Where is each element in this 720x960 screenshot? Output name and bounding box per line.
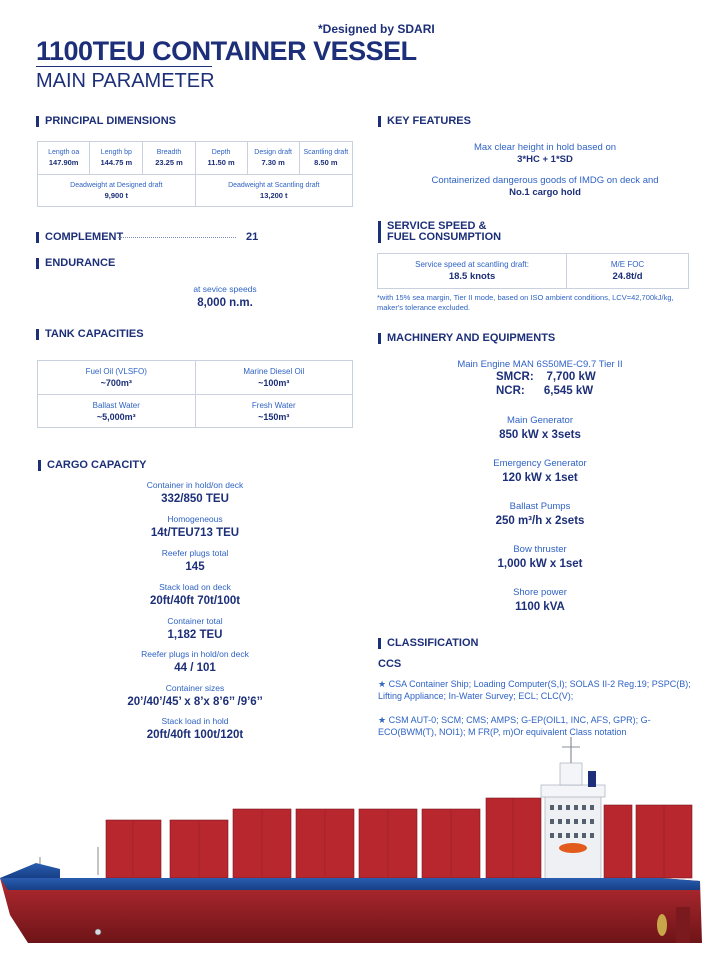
tank-cell: Fuel Oil (VLSFO) ~700m³ xyxy=(38,361,196,395)
container-stacks xyxy=(106,798,692,878)
page-title: 1100TEU CONTAINER VESSEL xyxy=(36,36,417,66)
vessel-illustration xyxy=(0,735,720,960)
title-divider xyxy=(36,66,212,67)
speed-note: *with 15% sea margin, Tier II mode, based on ISO ambient conditions, LCV=42,700kJ/kg, maker's tolerance excluded. xyxy=(377,293,674,312)
tank-cell: Fresh Water ~150m³ xyxy=(195,395,352,428)
smcr-value: SMCR: 7,700 kW xyxy=(496,371,596,383)
cargo-item: Reefer plugs in hold/on deck 44 / 101 xyxy=(141,649,249,674)
bow-thruster-marker xyxy=(95,929,101,935)
hull-upper xyxy=(0,878,700,890)
complement-leader xyxy=(118,237,236,238)
superstructure xyxy=(541,737,605,880)
cargo-item: Stack load in hold 20ft/40ft 100t/120t xyxy=(146,716,244,741)
ncr-value: NCR: 6,545 kW xyxy=(496,385,594,397)
machinery-item: Shore power 1100 kVA xyxy=(513,587,567,613)
tank-cell: Ballast Water ~5,000m³ xyxy=(38,395,196,428)
complement-heading: COMPLEMENT xyxy=(36,232,123,243)
designer-credit: *Designed by SDARI xyxy=(318,22,435,36)
container-bay xyxy=(604,805,632,878)
dim-cell: Deadweight at Designed draft 9,900 t xyxy=(38,175,196,207)
cargo-item: Reefer plugs total 145 xyxy=(161,548,229,573)
complement-value: 21 xyxy=(246,231,259,243)
foc-cell: M/E FOC 24.8t/d xyxy=(567,254,689,289)
machinery-item: Ballast Pumps 250 m³/h x 2sets xyxy=(495,501,585,527)
class-notation-2: ★ CSM AUT-0; SCM; CMS; AMPS; G-EP(OIL1, INC, AFS, GPR); G-ECO(BWM(T), NOI1); M FR(P, m)Or equivalent Class notation xyxy=(378,715,651,737)
tank-table xyxy=(37,360,353,428)
dim-cell: Design draft 7.30 m xyxy=(247,142,299,175)
cargo-capacity-heading: CARGO CAPACITY xyxy=(38,460,146,471)
dim-cell: Depth 11.50 m xyxy=(195,142,247,175)
speed-table xyxy=(377,253,689,289)
dim-cell: Length bp 144.75 m xyxy=(90,142,143,175)
machinery-item: Main Generator 850 kW x 3sets xyxy=(499,415,581,441)
machinery-item: Bow thruster 1,000 kW x 1set xyxy=(497,544,583,570)
rudder xyxy=(676,907,690,943)
principal-dimensions-heading: PRINCIPAL DIMENSIONS xyxy=(36,116,176,127)
dim-cell: Breadth 23.25 m xyxy=(143,142,195,175)
endurance-heading: ENDURANCE xyxy=(36,258,115,269)
key-feature-1: Max clear height in hold based on 3*HC + 1*SD xyxy=(473,142,617,165)
endurance-block: at sevice speeds 8,000 n.m. xyxy=(193,284,257,309)
container-bay xyxy=(106,820,161,878)
lifeboat xyxy=(559,843,587,853)
bow xyxy=(0,863,60,878)
machinery-heading: MACHINERY AND EQUIPMENTS xyxy=(378,333,555,344)
page-subtitle: MAIN PARAMETER xyxy=(36,70,215,92)
service-speed-heading: SERVICE SPEED & FUEL CONSUMPTION xyxy=(378,221,501,243)
container-bay xyxy=(486,798,541,878)
classification-heading: CLASSIFICATION xyxy=(378,638,478,649)
class-society: CCS xyxy=(378,658,402,670)
cargo-item: Homogeneous 14t/TEU713 TEU xyxy=(150,514,240,539)
propeller xyxy=(657,914,667,936)
cargo-item: Container total 1,182 TEU xyxy=(167,616,223,641)
class-notation-1: ★ CSA Container Ship; Loading Computer(S,I); SOLAS II-2 Reg.19; PSPC(B); Lifting Appliance; In-Water Survey; ECL; CLC(V); xyxy=(378,679,691,701)
key-feature-2: Containerized dangerous goods of IMDG on deck and No.1 cargo hold xyxy=(431,175,659,198)
dim-cell: Length oa 147.90m xyxy=(38,142,90,175)
tank-capacities-heading: TANK CAPACITIES xyxy=(36,329,144,340)
main-engine-label: Main Engine MAN 6S50ME-C9.7 Tier II xyxy=(457,359,623,370)
cargo-item: Stack load on deck 20ft/40ft 70t/100t xyxy=(149,582,241,607)
dim-cell: Scantling draft 8.50 m xyxy=(299,142,352,175)
principal-dimensions-table xyxy=(37,141,353,207)
cargo-item: Container in hold/on deck 332/850 TEU xyxy=(146,480,244,505)
dim-cell: Deadweight at Scantling draft 13,200 t xyxy=(195,175,352,207)
speed-cell: Service speed at scantling draft: 18.5 knots xyxy=(378,254,567,289)
tank-cell: Marine Diesel Oil ~100m³ xyxy=(195,361,352,395)
cargo-item: Container sizes 20’/40’/45’ x 8’x 8’6’’ /9’6’’ xyxy=(127,683,263,708)
key-features-heading: KEY FEATURES xyxy=(378,116,471,127)
machinery-item: Emergency Generator 120 kW x 1set xyxy=(493,458,587,484)
